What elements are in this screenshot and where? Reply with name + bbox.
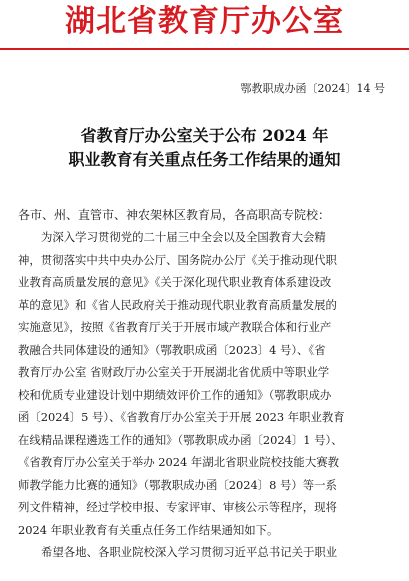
body-line: 教融合共同体建设的通知》（鄂教职成函〔2023〕4 号）、《省 (18, 342, 326, 357)
body-line: 希望各地、各职业院校深入学习贯彻习近平总书记关于职业 (41, 545, 338, 559)
body-line: 实施意见》，按照《省教育厅关于开展市域产教联合体和行业产 (18, 320, 332, 334)
body-line: 师教学能力比赛的通知》（鄂教职成办函〔2024〕8 号）等一系 (18, 477, 337, 492)
document-number: 鄂教职成办函〔2024〕14 号 (240, 82, 385, 95)
body-line: 业教育高质量发展的意见》《关于深化现代职业教育体系建设改 (18, 275, 332, 289)
body-line: 校和优质专业建设计划中期绩效评价工作的通知》（鄂教职成办 (18, 387, 332, 402)
body-line: 教育厅办公室 省财政厅办公室关于开展湖北省优质中等职业学 (18, 365, 330, 379)
body-line: 《省教育厅办公室关于举办 2024 年湖北省职业院校技能大赛教 (18, 455, 339, 469)
document-title-line-1: 省教育厅办公室关于公布 2024 年 (80, 126, 329, 145)
body-line: 函〔2024〕5 号）、《省教育厅办公室关于开展 2023 年职业教育 (18, 410, 345, 424)
document-body (18, 226, 393, 564)
body-line: 列文件精神，经过学校申报、专家评审、审核公示等程序，现将 (18, 500, 337, 514)
salutation: 各市、州、直管市、神农架林区教育局，各高职高专院校： (18, 208, 331, 222)
body-line: 在线精品课程遴选工作的通知》（鄂教职成办函〔2024〕1 号）、 (18, 432, 343, 447)
header-red-rule (0, 48, 409, 50)
document-title (0, 124, 409, 172)
body-line: 2024 年职业教育有关重点任务工作结果通知如下。 (18, 522, 279, 537)
document-title-line-2: 职业教育有关重点任务工作结果的通知 (68, 150, 341, 169)
body-line: 为深入学习贯彻党的二十届三中全会以及全国教育大会精 (41, 230, 326, 244)
body-line: 神，贯彻落实中共中央办公厅、国务院办公厅《关于推动现代职 (18, 252, 337, 267)
body-line: 革的意见》和《省人民政府关于推动现代职业教育高质量发展的 (18, 297, 337, 312)
org-header-title: 湖北省教育厅办公室 (65, 4, 344, 39)
